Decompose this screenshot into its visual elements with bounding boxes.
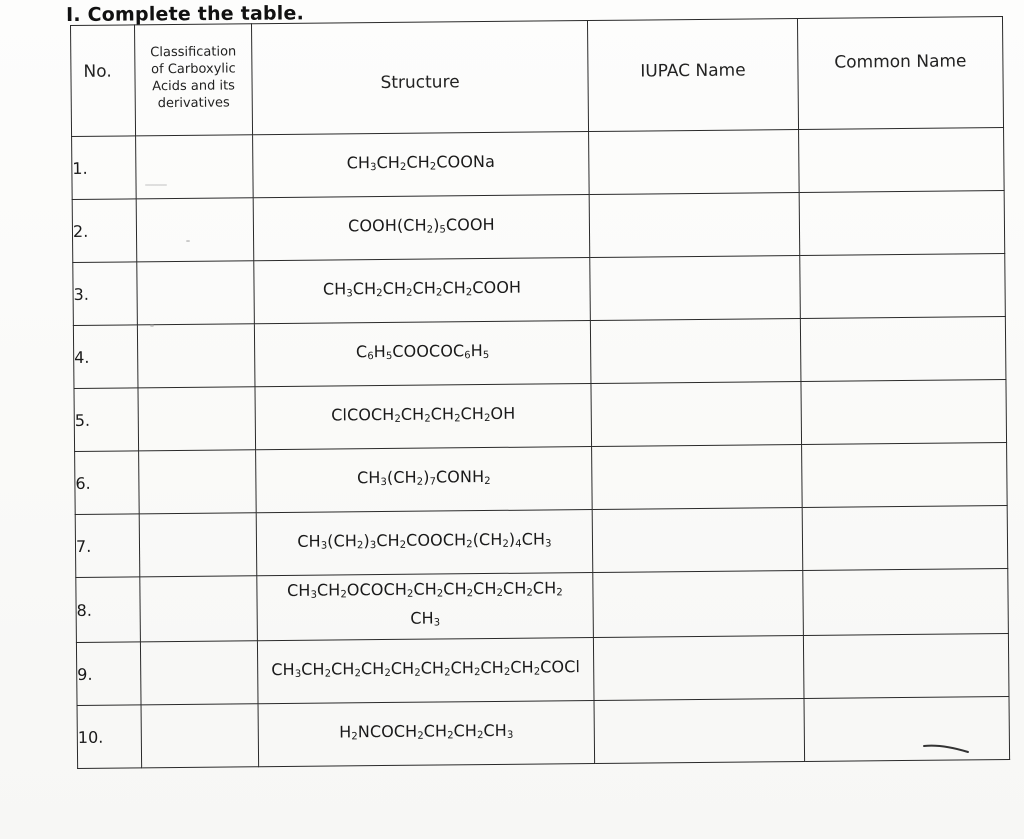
iupac-name-answer-cell[interactable] <box>593 635 804 700</box>
structure-formula: $CH_3CH_2CH_2CH_2CH_2CH_2CH_2CH_2CH_2COCl$ <box>257 638 594 704</box>
common-name-answer-cell[interactable] <box>799 128 1005 193</box>
common-name-answer-cell[interactable] <box>802 506 1008 571</box>
classification-answer-cell[interactable] <box>139 513 257 577</box>
table-row <box>76 634 1009 706</box>
structure-formula: $CH_3CH_2OCOCH_2CH_2CH_2CH_2CH_2CH_2$ $CH_3$ <box>257 573 594 641</box>
table-row <box>73 254 1006 326</box>
classification-answer-cell[interactable] <box>137 261 255 325</box>
row-number: 5. <box>74 388 139 452</box>
header-classification <box>135 24 253 136</box>
table-header-row <box>71 17 1004 137</box>
worksheet-heading: I. Complete the table. <box>66 2 305 26</box>
common-name-answer-cell[interactable] <box>800 254 1006 319</box>
common-name-answer-cell[interactable] <box>803 634 1009 699</box>
header-no: No. <box>71 25 136 137</box>
common-name-answer-cell[interactable] <box>799 191 1005 256</box>
table-row <box>75 443 1008 515</box>
header-classification-line: Acids and its <box>152 78 235 95</box>
pencil-smudge <box>150 324 154 327</box>
row-number: 4. <box>73 325 138 389</box>
header-classification-line: derivatives <box>157 95 230 112</box>
header-iupac-name: IUPAC Name <box>587 19 798 132</box>
classification-answer-cell[interactable] <box>137 324 255 388</box>
iupac-name-answer-cell[interactable] <box>590 256 801 321</box>
carboxylic-acids-table <box>70 16 1010 769</box>
classification-answer-cell[interactable] <box>136 198 254 262</box>
table-row <box>76 569 1009 643</box>
table-body <box>72 128 1010 769</box>
classification-answer-cell[interactable] <box>139 450 257 514</box>
header-common-name: Common Name <box>797 17 1003 130</box>
structure-formula: $CH_3(CH_2)_7CONH_2$ <box>256 447 593 513</box>
iupac-name-answer-cell[interactable] <box>592 507 803 572</box>
common-name-answer-cell[interactable] <box>803 569 1009 636</box>
classification-answer-cell[interactable] <box>140 641 258 705</box>
common-name-answer-cell[interactable] <box>802 443 1008 508</box>
row-number: 1. <box>72 136 137 200</box>
structure-formula: $H_2NCOCH_2CH_2CH_2CH_3$ <box>258 701 595 767</box>
row-number: 8. <box>76 577 141 643</box>
pen-stroke-mark <box>922 742 972 756</box>
row-number: 3. <box>73 262 138 326</box>
pencil-smudge <box>145 184 167 186</box>
table-row <box>72 191 1005 263</box>
classification-answer-cell[interactable] <box>141 704 259 768</box>
header-classification-line: of Carboxylic <box>151 61 236 78</box>
iupac-name-answer-cell[interactable] <box>589 193 800 258</box>
iupac-name-answer-cell[interactable] <box>594 698 805 763</box>
common-name-answer-cell[interactable] <box>800 317 1006 382</box>
classification-answer-cell[interactable] <box>136 135 254 199</box>
iupac-name-answer-cell[interactable] <box>590 319 801 384</box>
iupac-name-answer-cell[interactable] <box>589 130 800 195</box>
iupac-name-answer-cell[interactable] <box>593 570 804 637</box>
header-structure: Structure <box>251 21 588 135</box>
row-number: 6. <box>75 451 140 515</box>
pencil-smudge <box>186 240 190 242</box>
structure-formula: $COOH(CH_2)_5COOH$ <box>253 195 590 261</box>
table-container <box>70 16 1009 769</box>
row-number: 7. <box>75 514 140 578</box>
classification-answer-cell[interactable] <box>140 576 258 642</box>
common-name-answer-cell[interactable] <box>804 697 1010 762</box>
table-row <box>72 128 1005 200</box>
table-row <box>77 697 1010 769</box>
header-classification-line: Classification <box>150 44 237 61</box>
structure-formula: $CH_3CH_2CH_2CH_2CH_2COOH$ <box>254 258 591 324</box>
row-number: 9. <box>76 642 141 706</box>
structure-formula: $CH_3(CH_2)_3CH_2COOCH_2(CH_2)_4CH_3$ <box>256 510 593 576</box>
iupac-name-answer-cell[interactable] <box>591 381 802 446</box>
common-name-answer-cell[interactable] <box>801 380 1007 445</box>
structure-formula: $CH_3CH_2CH_2COONa$ <box>253 132 590 198</box>
row-number: 10. <box>77 705 142 769</box>
classification-answer-cell[interactable] <box>138 387 256 451</box>
table-row <box>73 317 1006 389</box>
table-row <box>74 380 1007 452</box>
structure-formula: $C_6H_5COOCOC_6H_5$ <box>254 321 591 387</box>
row-number: 2. <box>72 199 137 263</box>
table-row <box>75 506 1008 578</box>
structure-formula: $ClCOCH_2CH_2CH_2CH_2OH$ <box>255 384 592 450</box>
iupac-name-answer-cell[interactable] <box>592 444 803 509</box>
